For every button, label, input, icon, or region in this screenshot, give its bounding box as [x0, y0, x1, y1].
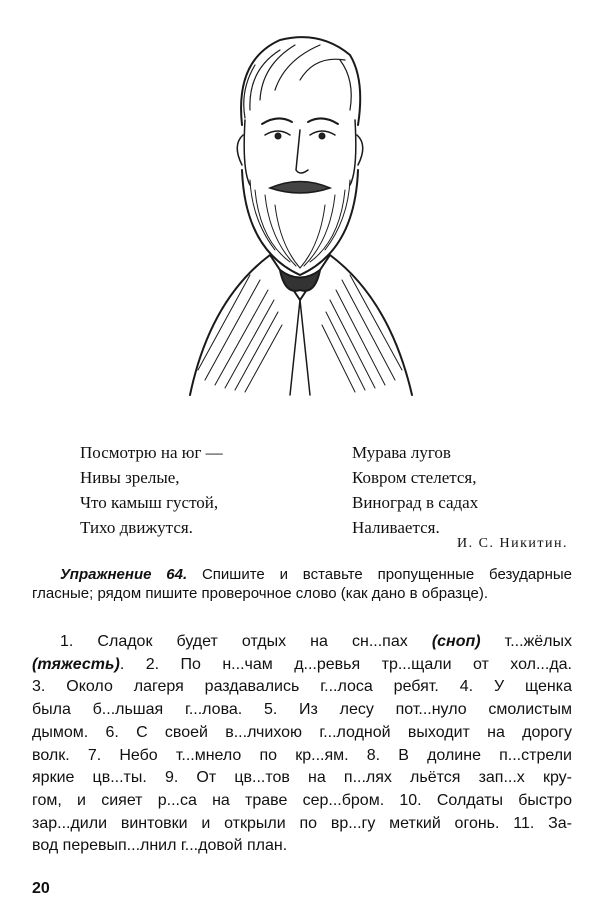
- exercise-line: (тяжесть). 2. По н...чам д...ревья тр...щали от хол...да.: [32, 655, 572, 673]
- poem-line: Что камыш густой,: [80, 493, 219, 512]
- exercise-instruction: Спишите и вставьте пропущенные безударные гласные; рядом пишите проверочное слово (как дано в образце).: [32, 566, 573, 602]
- exercise-line: 1. Сладок будет отдых на сн...пах (сноп) т...жёлых: [60, 633, 573, 650]
- poem-author: И. С. Никитин.: [457, 536, 568, 551]
- poem-line: Нивы зрелые,: [80, 468, 180, 487]
- poem-line: Ковром стелется,: [352, 468, 477, 487]
- exercise-line: зар...дили винтовки и открыли по вр...гу меткий огонь. 11. За-: [32, 814, 572, 832]
- poem-column-left: [80, 440, 223, 540]
- exercise-line: гом, и сияет р...са на траве сер...бром. 10. Солдаты быстро: [32, 791, 572, 809]
- check-word: (сноп): [431, 633, 481, 650]
- exercise-line: волк. 7. Небо т...мнело по кр...ям. 8. В долине п...стрели: [32, 746, 572, 764]
- portrait-illustration: [150, 0, 450, 405]
- page-number: 20: [32, 880, 50, 897]
- poem-line: Мурава лугов: [352, 443, 451, 462]
- exercise-line: вод перевып...лнил г...довой план.: [32, 837, 288, 855]
- exercise-line: яркие цв...ты. 9. От цв...тов на п...лях льётся зап...х кру-: [32, 769, 572, 787]
- exercise-text: [32, 631, 572, 858]
- poem-line: Тихо движутся.: [80, 518, 193, 537]
- exercise-line: была б...льшая г...лова. 5. Из лесу пот...нуло смолистым: [32, 701, 572, 719]
- exercise-line: 3. Около лагеря раздавались г...лоса ребят. 4. У щенка: [32, 678, 572, 696]
- poem-column-right: [352, 440, 478, 540]
- poem-line: Посмотрю на юг —: [80, 443, 223, 462]
- exercise-heading: [32, 565, 572, 603]
- exercise-label: Упражнение 64.: [60, 566, 188, 583]
- check-word: (тяжесть): [32, 655, 120, 673]
- poem-line: Виноград в садах: [352, 493, 479, 512]
- exercise-line: дымом. 6. С своей в...лчихою г...лодной выходит на дорогу: [32, 723, 572, 741]
- poem-line: Наливается.: [352, 518, 440, 537]
